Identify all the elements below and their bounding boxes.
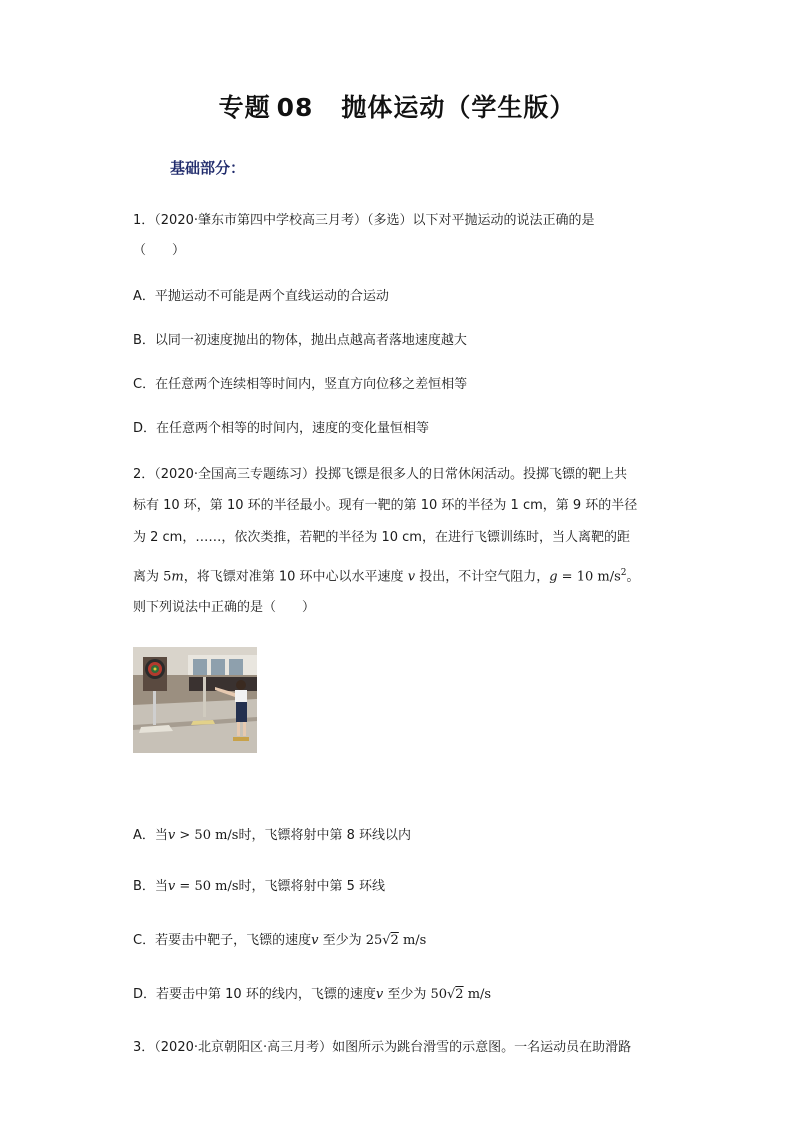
q1-option-d: D．在任意两个相等的时间内，速度的变化量恒相等 (133, 421, 430, 436)
q2-option-d-unit: m/s (463, 987, 492, 1002)
q2-option-a (133, 826, 411, 846)
q2-g-symbol: g (549, 569, 558, 585)
q2-option-d (133, 985, 491, 1005)
q2-distance-unit: m (171, 569, 184, 585)
q2-line4-text-a: 离为 (133, 569, 164, 585)
sqrt-symbol-icon: √ (447, 987, 456, 1002)
q2-option-a-v: v (167, 828, 176, 843)
q2-stem-line1: 2．（2020·全国高三专题练习）投掷飞镖是很多人的日常休闲活动。投掷飞镖的靶上共 (133, 467, 627, 482)
q2-stem-line5: 则下列说法中正确的是（ ） (133, 600, 316, 615)
q2-g-value: = 10 m/s (557, 569, 621, 585)
q2-option-b-text: 时，飞镖将射中第 5 环线 (238, 879, 386, 894)
dart-throwing-photo (133, 647, 257, 753)
q2-line4-text-b: ，将飞镖对准第 10 环中心以水平速度 (183, 569, 408, 585)
q1-option-c: C．在任意两个连续相等时间内，竖直方向位移之差恒相等 (133, 377, 468, 392)
q1-stem-line2: （ ） (133, 243, 186, 258)
q2-option-c-unit: m/s (398, 933, 427, 948)
q2-option-a-prefix: A．当 (133, 828, 168, 843)
title-prefix: 专题 (218, 93, 271, 122)
q2-distance-value: 5 (163, 569, 172, 585)
q2-option-b (133, 877, 385, 897)
q2-option-c-text: 至少为 (318, 933, 366, 948)
q2-option-a-text: 时，飞镖将射中第 8 环线以内 (238, 828, 412, 843)
q2-option-c-radicand: 2 (390, 933, 399, 948)
q2-option-c-prefix: C．若要击中靶子，飞镖的速度 (133, 933, 312, 948)
q2-option-d-radicand: 2 (455, 987, 464, 1002)
q2-option-b-prefix: B．当 (133, 879, 168, 894)
sqrt-symbol-icon: √ (382, 933, 391, 948)
q1-option-a: A．平抛运动不可能是两个直线运动的合运动 (133, 289, 389, 304)
q2-option-c (133, 931, 426, 951)
q2-stem-line4 (133, 563, 640, 587)
q2-option-d-text: 至少为 (383, 987, 431, 1002)
q2-line4-text-c: 投出，不计空气阻力， (415, 569, 550, 585)
q2-option-b-v: v (167, 879, 176, 894)
q2-stem-line3: 为 2 cm，……，依次类推，若靶的半径为 10 cm，在进行飞镖训练时，当人离靶的距 (133, 530, 630, 545)
q2-option-d-v: v (375, 987, 384, 1002)
q2-g-exponent: 2 (620, 568, 627, 578)
page-title (0, 88, 794, 124)
q2-velocity-symbol: v (407, 569, 416, 585)
q2-option-c-v: v (311, 933, 319, 948)
q2-option-d-prefix: D．若要击中第 10 环的线内，飞镖的速度 (133, 987, 376, 1002)
title-number: 08 (276, 93, 314, 122)
q2-option-b-condition: = 50 m/s (175, 879, 239, 894)
q2-option-a-condition: > 50 m/s (175, 828, 239, 843)
q1-option-b: B．以同一初速度抛出的物体，抛出点越高者落地速度越大 (133, 333, 467, 348)
dart-throwing-photo-graphic (133, 647, 257, 753)
title-main: 抛体运动（学生版） (341, 93, 576, 122)
q2-option-c-coefficient: 25 (365, 933, 383, 948)
q2-option-d-coefficient: 50 (430, 987, 447, 1002)
q2-line4-end: 。 (626, 569, 640, 585)
q1-stem-line1: 1．（2020·肇东市第四中学校高三月考）（多选）以下对平抛运动的说法正确的是 (133, 213, 595, 228)
section-heading: 基础部分： (170, 159, 246, 177)
q2-stem-line2: 标有 10 环，第 10 环的半径最小。现有一靶的第 10 环的半径为 1 cm，第 9 环的半径 (133, 498, 638, 513)
q3-stem-line1: 3．（2020·北京朝阳区·高三月考）如图所示为跳台滑雪的示意图。一名运动员在助滑路 (133, 1040, 632, 1055)
